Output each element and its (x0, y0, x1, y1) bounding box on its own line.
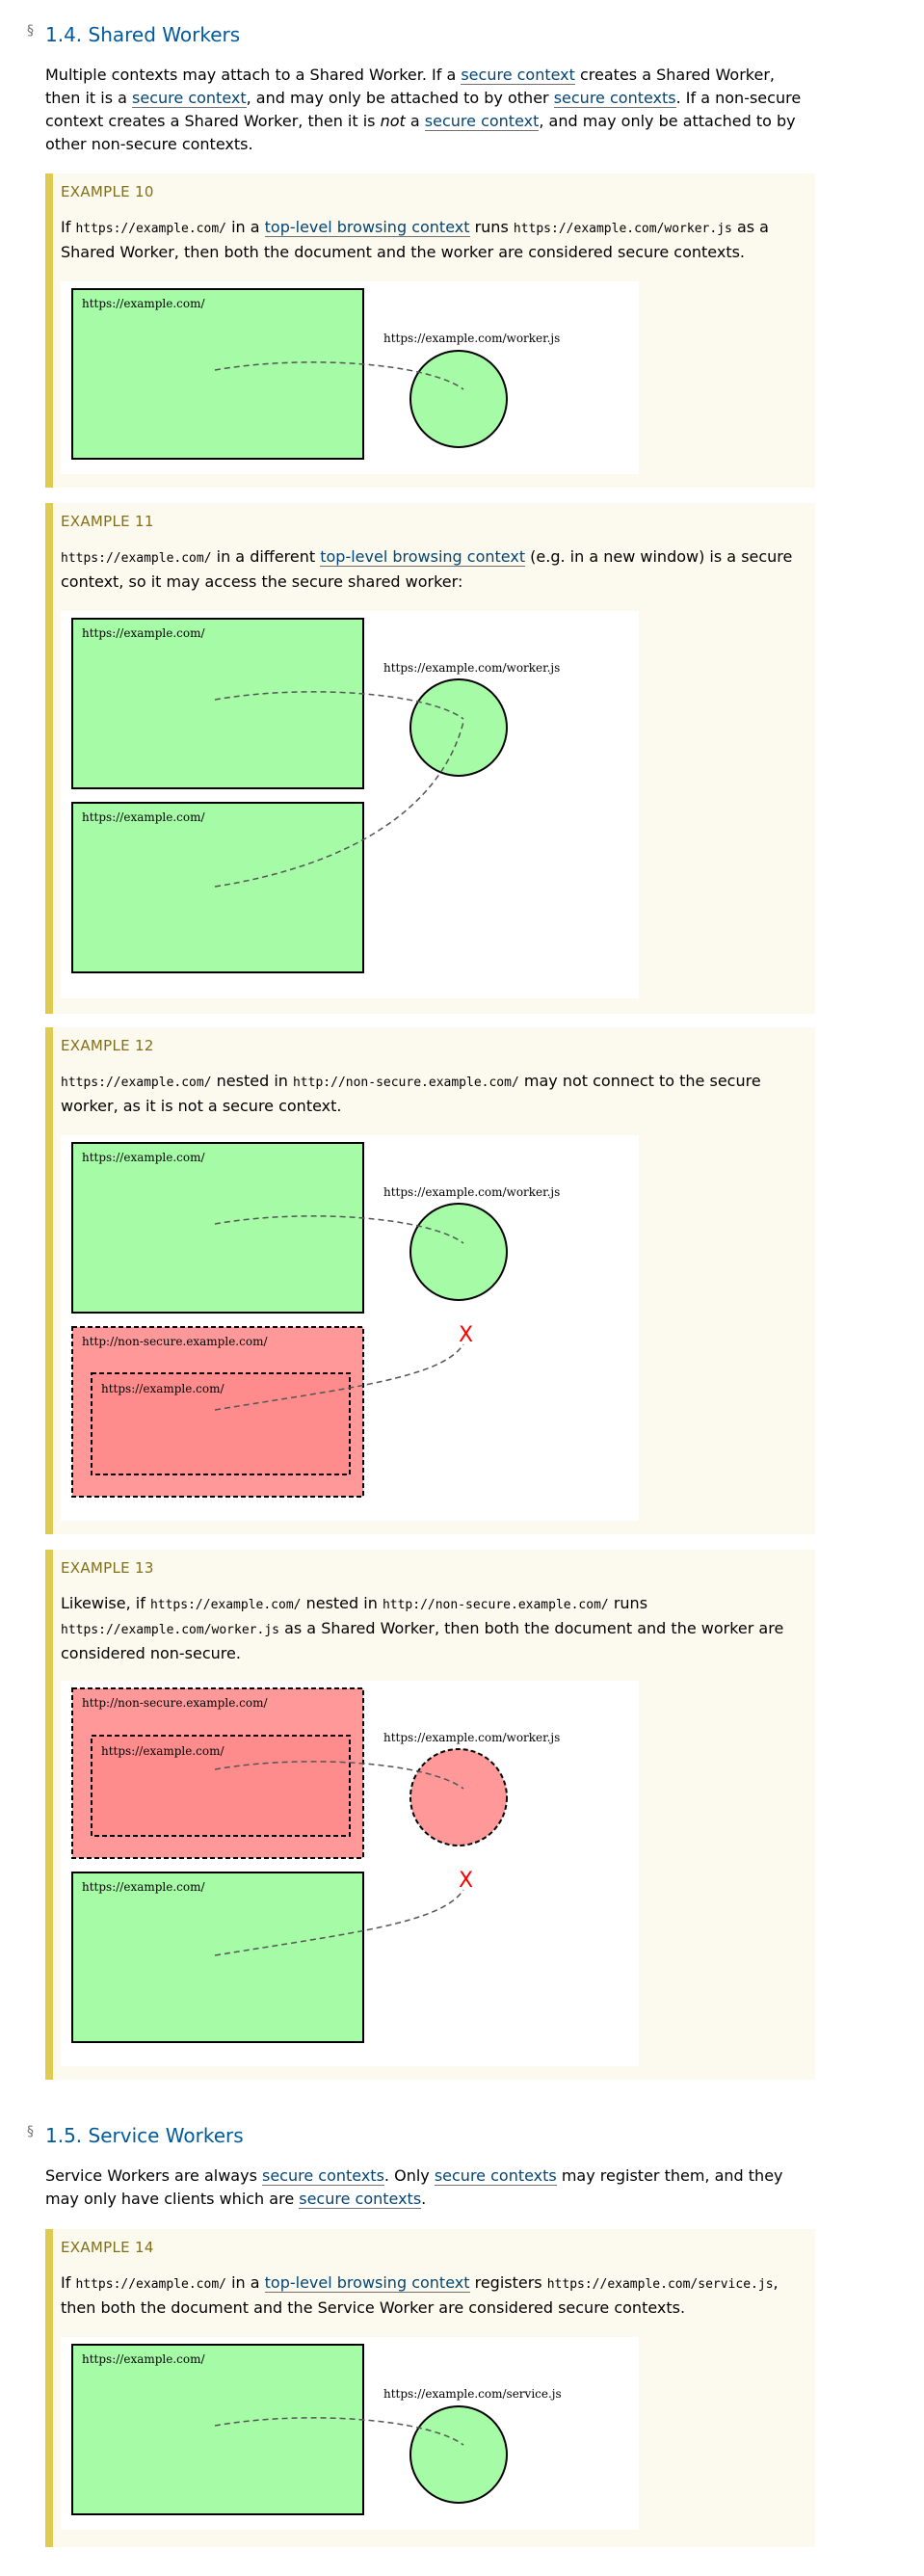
service-worker-circle (410, 2406, 507, 2503)
diagram (61, 611, 639, 998)
diagram (61, 281, 639, 474)
example-12 (45, 1027, 815, 1534)
text-run: as a Shared Worker, then both the document and the worker are considered non-secure. (61, 1619, 784, 1662)
document-label: https://example.com/ (82, 626, 205, 640)
text-run: runs (469, 218, 514, 236)
secure-context-link[interactable]: secure context (132, 89, 247, 107)
text-run: , and may only be attached to by other (246, 89, 554, 107)
text-run: may register them, and they may only have clients which are (45, 2166, 783, 2208)
example-label[interactable]: EXAMPLE 12 (61, 1037, 154, 1054)
text-run: in a (225, 2273, 265, 2292)
code: https://example.com/worker.js (513, 222, 732, 236)
document-label: https://example.com/ (82, 1880, 205, 1894)
code: https://example.com/ (75, 222, 226, 236)
document-label: https://example.com/ (82, 1151, 205, 1164)
text-run: as a Shared Worker, then both the document and the worker are considered secure contexts. (61, 218, 769, 261)
shared-workers-paragraph (45, 64, 811, 156)
document-box (72, 1872, 363, 2042)
text-run: . Only (383, 2166, 435, 2185)
secure-contexts-link[interactable]: secure contexts (553, 89, 676, 107)
secure-contexts-link[interactable]: secure contexts (262, 2166, 384, 2185)
service-worker-label: https://example.com/service.js (383, 2387, 562, 2401)
example-text (61, 2271, 807, 2320)
text-run: registers (469, 2273, 547, 2292)
text-run: a (405, 112, 425, 130)
text-run: If (61, 2273, 76, 2292)
diagram (61, 2337, 639, 2530)
text-run: , and may only be attached to by other non-secure contexts. (45, 112, 796, 153)
document-label: https://example.com/ (82, 810, 205, 824)
document-label: https://example.com/ (82, 2352, 205, 2366)
document-box (72, 1143, 363, 1313)
worker-label: https://example.com/worker.js (383, 1731, 561, 1744)
text-run: nested in (211, 1072, 293, 1090)
document-label: http://non-secure.example.com/ (82, 1696, 268, 1710)
section-title: 1.5. Service Workers (45, 2124, 244, 2147)
document-box (72, 289, 363, 459)
text-run: Likewise, if (61, 1594, 150, 1612)
example-11 (45, 503, 815, 1014)
example-13-figure (61, 1681, 639, 2066)
example-11-figure (61, 611, 639, 998)
code: https://example.com/ (61, 1076, 212, 1090)
worker-circle (410, 679, 507, 776)
example-10 (45, 173, 815, 488)
example-label[interactable]: EXAMPLE 14 (61, 2239, 154, 2256)
example-text (61, 216, 807, 264)
service-workers-paragraph (45, 2164, 811, 2211)
example-label[interactable]: EXAMPLE 13 (61, 1559, 154, 1577)
document-label: http://non-secure.example.com/ (82, 1335, 268, 1348)
example-12-figure (61, 1135, 639, 1521)
worker-label: https://example.com/worker.js (383, 661, 561, 675)
text-run: . If a non-secure context creates a Shared Worker, then it is (45, 89, 802, 130)
document-box (72, 619, 363, 788)
worker-label: https://example.com/worker.js (383, 1185, 561, 1199)
example-text (61, 1592, 807, 1665)
text-run: Service Workers are always (45, 2166, 262, 2185)
worker-label: https://example.com/worker.js (383, 332, 561, 345)
document-label: https://example.com/ (101, 1382, 224, 1395)
section-anchor-icon[interactable]: § (27, 2124, 34, 2139)
text-run: , then both the document and the Service Worker are considered secure contexts. (61, 2273, 779, 2317)
code: https://example.com/ (61, 551, 212, 566)
emphasis: not (380, 112, 406, 130)
text-run: may not connect to the secure worker, as it is not a secure context. (61, 1072, 761, 1115)
example-text (61, 545, 807, 594)
example-text (61, 1070, 807, 1118)
example-13 (45, 1550, 815, 2080)
blocked-x-icon: X (459, 1323, 474, 1347)
code: https://example.com/ (149, 1598, 302, 1612)
text-run: in a different (211, 547, 321, 566)
diagram (61, 1681, 639, 2066)
document-label: https://example.com/ (82, 297, 205, 310)
worker-circle (410, 351, 507, 447)
example-label[interactable]: EXAMPLE 10 (61, 183, 154, 200)
code: https://example.com/service.js (546, 2277, 774, 2292)
code: https://example.com/ (75, 2277, 226, 2292)
example-14-figure (61, 2337, 639, 2530)
text-run: runs (608, 1594, 648, 1612)
example-label[interactable]: EXAMPLE 11 (61, 513, 154, 530)
secure-context-link[interactable]: secure context (461, 66, 575, 84)
top-level-browsing-context-link[interactable]: top-level browsing context (264, 218, 470, 236)
code: http://non-secure.example.com/ (382, 1598, 609, 1612)
text-run: If (61, 218, 76, 236)
text-run: creates a Shared Worker, then it is a (45, 66, 775, 107)
secure-contexts-link[interactable]: secure contexts (434, 2166, 557, 2185)
text-run: Multiple contexts may attach to a Shared Worker. If a (45, 66, 462, 84)
text-run: in a (225, 218, 265, 236)
document-label: https://example.com/ (101, 1744, 224, 1758)
code: https://example.com/worker.js (61, 1623, 279, 1637)
text-run: nested in (301, 1594, 383, 1612)
secure-context-link[interactable]: secure context (424, 112, 540, 130)
text-run: (e.g. in a new window) is a secure context, so it may access the secure shared worker: (61, 547, 793, 591)
top-level-browsing-context-link[interactable]: top-level browsing context (264, 2273, 470, 2292)
code: http://non-secure.example.com/ (292, 1076, 519, 1090)
worker-circle (410, 1204, 507, 1300)
text-run: . (421, 2190, 427, 2208)
secure-contexts-link[interactable]: secure contexts (299, 2190, 422, 2208)
blocked-x-icon: X (459, 1869, 474, 1893)
example-14 (45, 2229, 815, 2547)
diagram (61, 1135, 639, 1521)
section-title: 1.4. Shared Workers (45, 23, 241, 46)
top-level-browsing-context-link[interactable]: top-level browsing context (320, 547, 526, 566)
document-box (72, 803, 363, 972)
document-box (72, 2345, 363, 2514)
example-10-figure (61, 281, 639, 474)
non-secure-worker-circle (410, 1749, 507, 1846)
section-anchor-icon[interactable]: § (27, 23, 34, 39)
